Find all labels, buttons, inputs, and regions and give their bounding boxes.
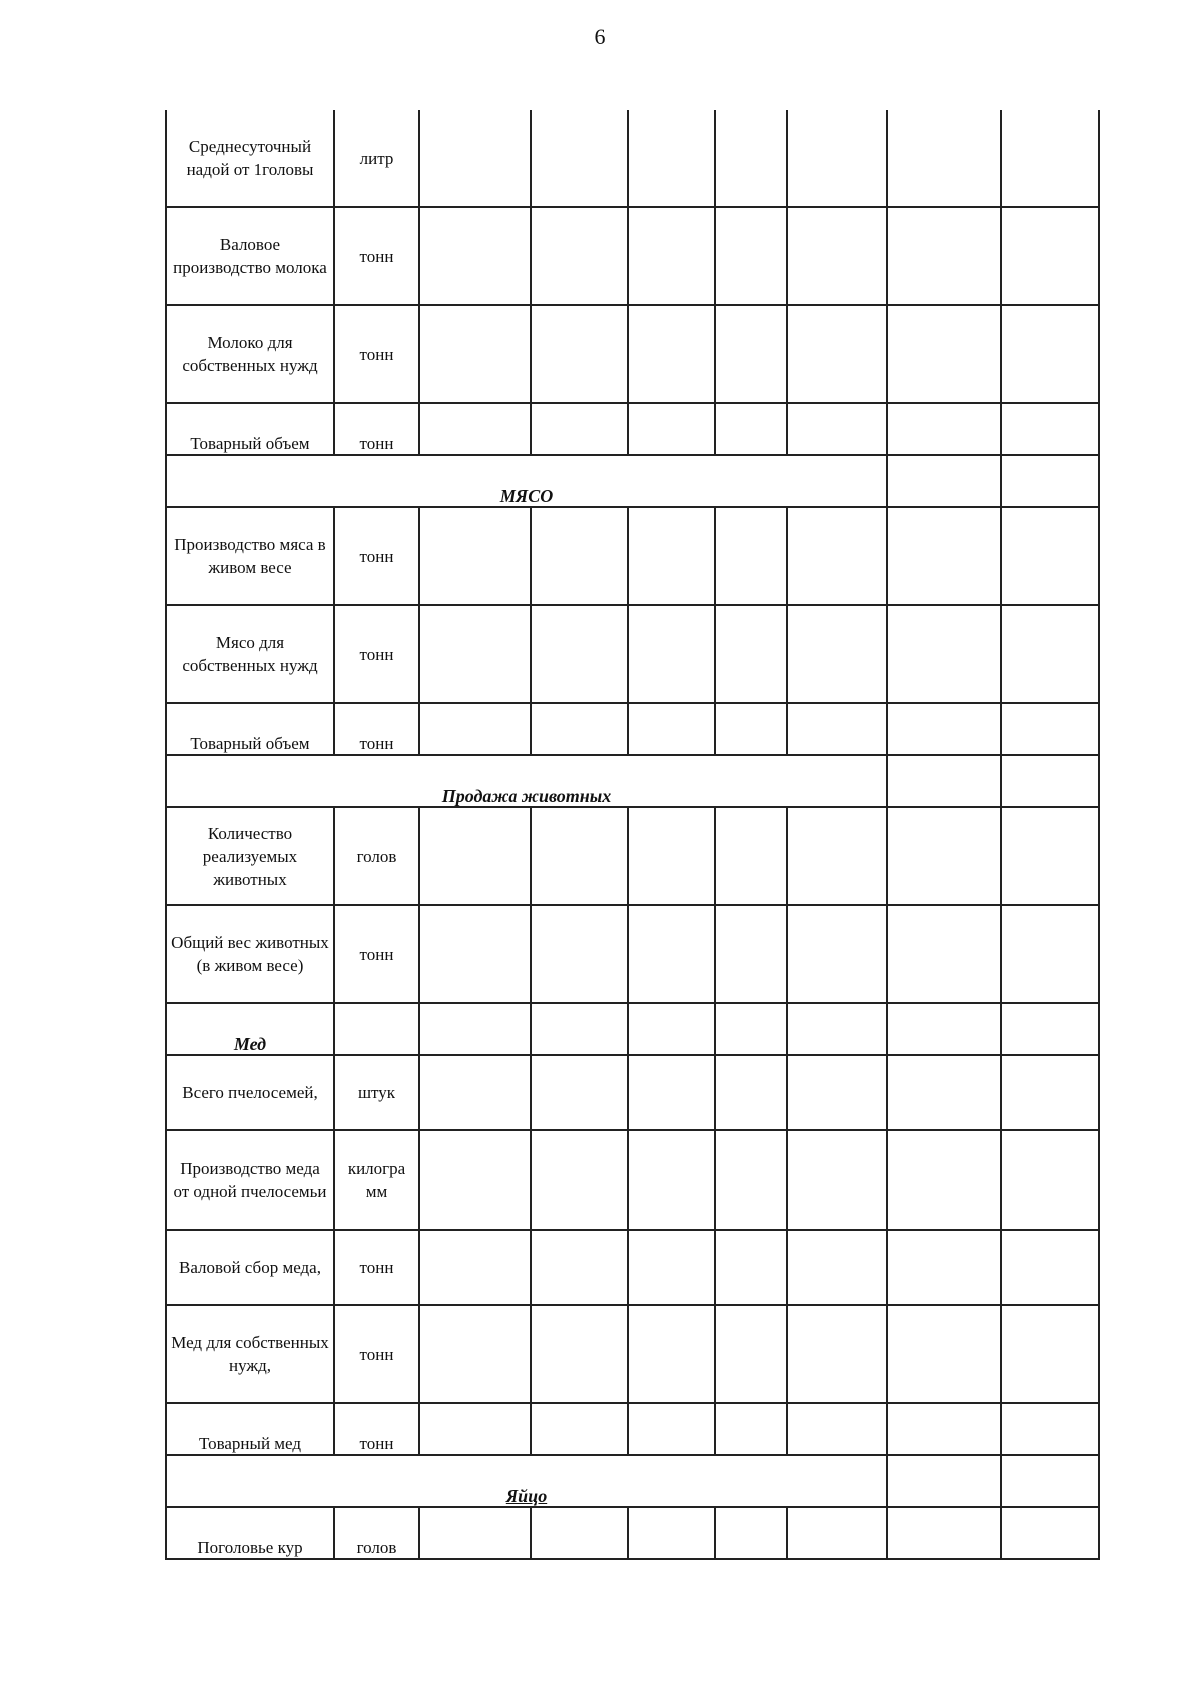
- table-cell: [628, 1003, 715, 1055]
- table-cell: [1001, 207, 1099, 305]
- table-cell: [887, 807, 1001, 905]
- table-cell: [1001, 755, 1099, 807]
- row-label-meat-prod: Производство мяса в живом весе: [166, 507, 334, 605]
- table-cell: [715, 1003, 787, 1055]
- table-cell: [887, 1305, 1001, 1403]
- table-row: [166, 305, 1099, 403]
- table-cell: [887, 703, 1001, 755]
- table-row: [166, 1403, 1099, 1455]
- table-row: [166, 1055, 1099, 1130]
- table-cell: [628, 1305, 715, 1403]
- row-label-text: Среднесуточный надой от 1головы: [186, 137, 314, 179]
- table-cell: [628, 905, 715, 1003]
- row-unit: тонн: [334, 207, 419, 305]
- table-cell: [531, 1003, 628, 1055]
- table-cell: [787, 1507, 887, 1559]
- table-cell: [531, 403, 628, 455]
- table-cell: [787, 305, 887, 403]
- table-cell: [715, 1055, 787, 1130]
- page-number: 6: [594, 24, 606, 49]
- section-row: [166, 755, 1099, 807]
- table-row: [166, 110, 1099, 207]
- table-cell: [419, 1305, 531, 1403]
- table-cell: [1001, 403, 1099, 455]
- table-cell: [1001, 507, 1099, 605]
- table-row: [166, 703, 1099, 755]
- table-cell: [334, 1003, 419, 1055]
- table-cell: [887, 403, 1001, 455]
- table-cell: [887, 110, 1001, 207]
- row-unit: тонн: [334, 605, 419, 703]
- table-row: [166, 507, 1099, 605]
- table-cell: [419, 305, 531, 403]
- table-cell: [787, 403, 887, 455]
- table-cell: [1001, 110, 1099, 207]
- table-cell: [1001, 1455, 1099, 1507]
- table-cell: [887, 605, 1001, 703]
- data-table-wrapper: [165, 110, 1100, 1560]
- row-label-animals-weight: Общий вес животных (в живом весе): [166, 905, 334, 1003]
- table-cell: [1001, 305, 1099, 403]
- section-title-meat: МЯСО: [166, 455, 887, 507]
- row-label-hens: Поголовье кур: [166, 1507, 334, 1559]
- table-cell: [787, 1305, 887, 1403]
- table-cell: [887, 1507, 1001, 1559]
- table-cell: [787, 703, 887, 755]
- table-cell: [419, 207, 531, 305]
- table-cell: [887, 207, 1001, 305]
- table-cell: [419, 905, 531, 1003]
- table-cell: [715, 807, 787, 905]
- table-cell: [1001, 703, 1099, 755]
- table-cell: [715, 1403, 787, 1455]
- table-cell: [419, 1507, 531, 1559]
- row-label-honey-gross: Валовой сбор меда,: [166, 1230, 334, 1305]
- table-cell: [628, 703, 715, 755]
- row-unit: голов: [334, 1507, 419, 1559]
- row-label-honey-per-colony: Производство меда от одной пчелосемьи: [166, 1130, 334, 1230]
- table-cell: [628, 110, 715, 207]
- table-cell: [1001, 605, 1099, 703]
- row-label-bee-colonies: Всего пчелосемей,: [166, 1055, 334, 1130]
- table-cell: [787, 905, 887, 1003]
- table-cell: [419, 507, 531, 605]
- table-cell: [531, 1507, 628, 1559]
- table-cell: [531, 207, 628, 305]
- table-row: [166, 207, 1099, 305]
- section-title-honey: Мед: [166, 1003, 334, 1055]
- table-cell: [419, 1130, 531, 1230]
- row-unit: тонн: [334, 1305, 419, 1403]
- row-label-honey-own: Мед для собственных нужд,: [166, 1305, 334, 1403]
- table-cell: [1001, 1130, 1099, 1230]
- table-cell: [715, 703, 787, 755]
- table-cell: [1001, 905, 1099, 1003]
- row-unit: тонн: [334, 1230, 419, 1305]
- data-table: [165, 110, 1100, 1560]
- table-cell: [1001, 455, 1099, 507]
- row-unit: килограмм: [334, 1130, 419, 1230]
- table-cell: [419, 703, 531, 755]
- table-cell: [887, 455, 1001, 507]
- row-unit: тонн: [334, 403, 419, 455]
- section-row: [166, 1455, 1099, 1507]
- table-cell: [887, 1455, 1001, 1507]
- row-label-animals-count: Количество реализуемых животных: [166, 807, 334, 905]
- table-cell: [531, 807, 628, 905]
- row-unit: тонн: [334, 703, 419, 755]
- table-cell: [1001, 1055, 1099, 1130]
- table-cell: [787, 1130, 887, 1230]
- row-unit: штук: [334, 1055, 419, 1130]
- table-cell: [628, 605, 715, 703]
- table-cell: [887, 1055, 1001, 1130]
- table-cell: [531, 1403, 628, 1455]
- row-unit: литр: [334, 110, 419, 207]
- table-cell: [787, 1003, 887, 1055]
- table-cell: [531, 1305, 628, 1403]
- table-row: [166, 605, 1099, 703]
- table-cell: [419, 807, 531, 905]
- table-cell: [419, 605, 531, 703]
- row-unit: тонн: [334, 1403, 419, 1455]
- table-cell: [715, 1130, 787, 1230]
- table-cell: [787, 507, 887, 605]
- table-cell: [715, 1305, 787, 1403]
- row-label-meat-market: Товарный объем: [166, 703, 334, 755]
- section-row: [166, 1003, 1099, 1055]
- table-cell: [531, 110, 628, 207]
- table-row: [166, 1230, 1099, 1305]
- table-cell: [628, 1130, 715, 1230]
- table-cell: [887, 905, 1001, 1003]
- table-cell: [1001, 1305, 1099, 1403]
- table-cell: [715, 605, 787, 703]
- table-row: [166, 1130, 1099, 1230]
- table-cell: [628, 1507, 715, 1559]
- table-cell: [628, 207, 715, 305]
- table-cell: [531, 507, 628, 605]
- table-cell: [628, 1055, 715, 1130]
- table-cell: [531, 1130, 628, 1230]
- table-row: [166, 403, 1099, 455]
- table-cell: [715, 207, 787, 305]
- table-cell: [419, 1403, 531, 1455]
- table-cell: [715, 110, 787, 207]
- section-title-egg: [166, 1455, 887, 1507]
- table-cell: [787, 110, 887, 207]
- table-row: [166, 905, 1099, 1003]
- table-cell: [628, 403, 715, 455]
- table-cell: [419, 1055, 531, 1130]
- row-label-milk-own: Молоко для собственных нужд: [166, 305, 334, 403]
- table-cell: [531, 1230, 628, 1305]
- row-label-milk-yield: [166, 110, 334, 207]
- table-cell: [887, 1403, 1001, 1455]
- table-cell: [1001, 1403, 1099, 1455]
- table-cell: [628, 807, 715, 905]
- section-row: [166, 455, 1099, 507]
- table-cell: [887, 305, 1001, 403]
- row-unit: голов: [334, 807, 419, 905]
- section-title-egg-text: Яйцо: [505, 1486, 548, 1506]
- table-cell: [887, 1003, 1001, 1055]
- table-cell: [1001, 1003, 1099, 1055]
- table-cell: [787, 807, 887, 905]
- section-title-animal-sales: Продажа животных: [166, 755, 887, 807]
- table-cell: [787, 207, 887, 305]
- table-cell: [419, 1003, 531, 1055]
- table-row: [166, 1305, 1099, 1403]
- table-cell: [887, 1130, 1001, 1230]
- table-cell: [1001, 807, 1099, 905]
- table-cell: [715, 1230, 787, 1305]
- table-cell: [787, 1230, 887, 1305]
- table-cell: [531, 905, 628, 1003]
- table-cell: [715, 905, 787, 1003]
- table-cell: [787, 1403, 887, 1455]
- table-cell: [887, 507, 1001, 605]
- table-cell: [887, 1230, 1001, 1305]
- row-unit: тонн: [334, 305, 419, 403]
- table-cell: [715, 403, 787, 455]
- table-cell: [787, 1055, 887, 1130]
- table-cell: [628, 1403, 715, 1455]
- table-cell: [628, 1230, 715, 1305]
- table-cell: [887, 755, 1001, 807]
- table-row: [166, 807, 1099, 905]
- table-cell: [531, 305, 628, 403]
- table-cell: [419, 403, 531, 455]
- table-row: [166, 1507, 1099, 1559]
- table-cell: [715, 305, 787, 403]
- table-cell: [628, 507, 715, 605]
- table-cell: [1001, 1507, 1099, 1559]
- table-cell: [1001, 1230, 1099, 1305]
- row-label-honey-market: Товарный мед: [166, 1403, 334, 1455]
- table-cell: [628, 305, 715, 403]
- row-unit: тонн: [334, 905, 419, 1003]
- table-cell: [531, 703, 628, 755]
- row-label-milk-market: Товарный объем: [166, 403, 334, 455]
- row-unit: тонн: [334, 507, 419, 605]
- table-cell: [715, 1507, 787, 1559]
- table-cell: [531, 605, 628, 703]
- table-cell: [419, 110, 531, 207]
- table-cell: [419, 1230, 531, 1305]
- table-cell: [715, 507, 787, 605]
- table-cell: [531, 1055, 628, 1130]
- row-label-meat-own: Мясо для собственных нужд: [166, 605, 334, 703]
- row-label-milk-gross: Валовое производство молока: [166, 207, 334, 305]
- table-cell: [787, 605, 887, 703]
